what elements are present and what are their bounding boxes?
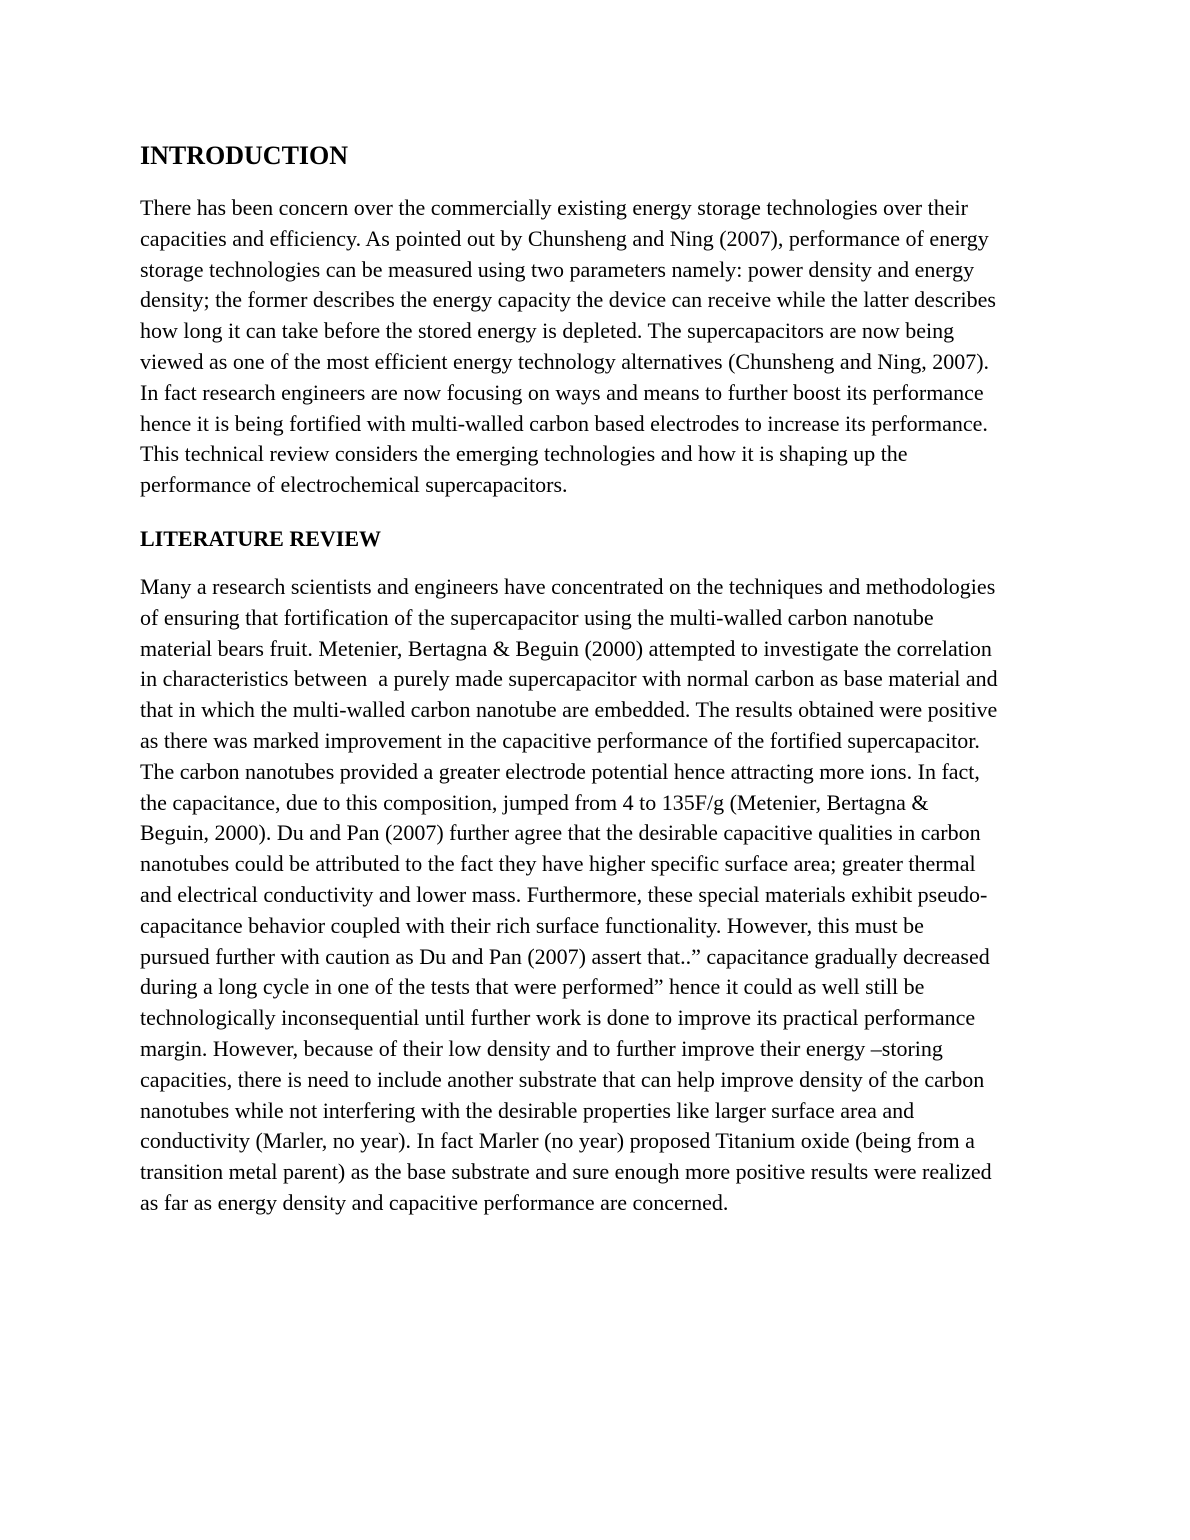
text-line: pursued further with caution as Du and Pan (2007) assert that..” capacitance gradually decreased bbox=[140, 943, 990, 969]
literature-review-heading: LITERATURE REVIEW bbox=[140, 525, 382, 551]
introduction-heading: INTRODUCTION bbox=[140, 141, 349, 170]
text-line: technologically inconsequential until further work is done to improve its practical performance bbox=[140, 1005, 976, 1031]
text-line: In fact research engineers are now focusing on ways and means to further boost its performance bbox=[140, 379, 984, 405]
literature-review-paragraph bbox=[140, 572, 1055, 1219]
text-line: margin. However, because of their low density and to further improve their energy –storing bbox=[140, 1035, 943, 1061]
text-line: transition metal parent) as the base substrate and sure enough more positive results were realized bbox=[140, 1159, 992, 1185]
text-line: capacities, there is need to include another substrate that can help improve density of the carbon bbox=[140, 1066, 985, 1092]
text-line: density; the former describes the energy capacity the device can receive while the latter describes bbox=[140, 287, 996, 313]
text-line: There has been concern over the commercially existing energy storage technologies over their bbox=[140, 195, 968, 220]
text-line: Many a research scientists and engineers have concentrated on the techniques and methodologies bbox=[140, 573, 996, 599]
text-line: material bears fruit. Metenier, Bertagna & Beguin (2000) attempted to investigate the correlation bbox=[140, 635, 992, 661]
text-line: as far as energy density and capacitive performance are concerned. bbox=[140, 1189, 729, 1215]
text-line: storage technologies can be measured using two parameters namely: power density and energy bbox=[140, 256, 975, 282]
text-line: This technical review considers the emerging technologies and how it is shaping up the bbox=[140, 441, 908, 467]
text-line: during a long cycle in one of the tests that were performed” hence it could as well still be bbox=[140, 974, 925, 1000]
text-line: nanotubes while not interfering with the desirable properties like larger surface area and bbox=[140, 1097, 915, 1123]
document-page bbox=[140, 138, 1055, 1219]
introduction-paragraph bbox=[140, 193, 1055, 501]
text-line: hence it is being fortified with multi-walled carbon based electrodes to increase its performance. bbox=[140, 410, 988, 436]
text-line: of ensuring that fortification of the supercapacitor using the multi-walled carbon nanotube bbox=[140, 604, 934, 630]
text-line: capacitance behavior coupled with their rich surface functionality. However, this must be bbox=[140, 912, 924, 938]
text-line: in characteristics between a purely made supercapacitor with normal carbon as base material and bbox=[140, 666, 998, 692]
text-line: conductivity (Marler, no year). In fact Marler (no year) proposed Titanium oxide (being from a bbox=[140, 1128, 975, 1154]
text-line: viewed as one of the most efficient energy technology alternatives (Chunsheng and Ning, 2007). bbox=[140, 348, 990, 374]
text-line: capacities and efficiency. As pointed out by Chunsheng and Ning (2007), performance of energy bbox=[140, 225, 989, 251]
text-line: as there was marked improvement in the capacitive performance of the fortified supercapacitor. bbox=[140, 727, 980, 753]
text-line: The carbon nanotubes provided a greater electrode potential hence attracting more ions. In fact, bbox=[140, 758, 980, 784]
text-line: how long it can take before the stored energy is depleted. The supercapacitors are now being bbox=[140, 318, 955, 344]
text-line: Beguin, 2000). Du and Pan (2007) further agree that the desirable capacitive qualities in carbon bbox=[140, 820, 981, 846]
text-line: and electrical conductivity and lower mass. Furthermore, these special materials exhibit pseudo- bbox=[140, 881, 988, 907]
text-line: performance of electrochemical supercapacitors. bbox=[140, 472, 568, 498]
text-line: that in which the multi-walled carbon nanotube are embedded. The results obtained were positive bbox=[140, 697, 998, 723]
text-line: nanotubes could be attributed to the fact they have higher specific surface area; greater thermal bbox=[140, 851, 976, 877]
text-line: the capacitance, due to this composition, jumped from 4 to 135F/g (Metenier, Bertagna & bbox=[140, 789, 929, 815]
